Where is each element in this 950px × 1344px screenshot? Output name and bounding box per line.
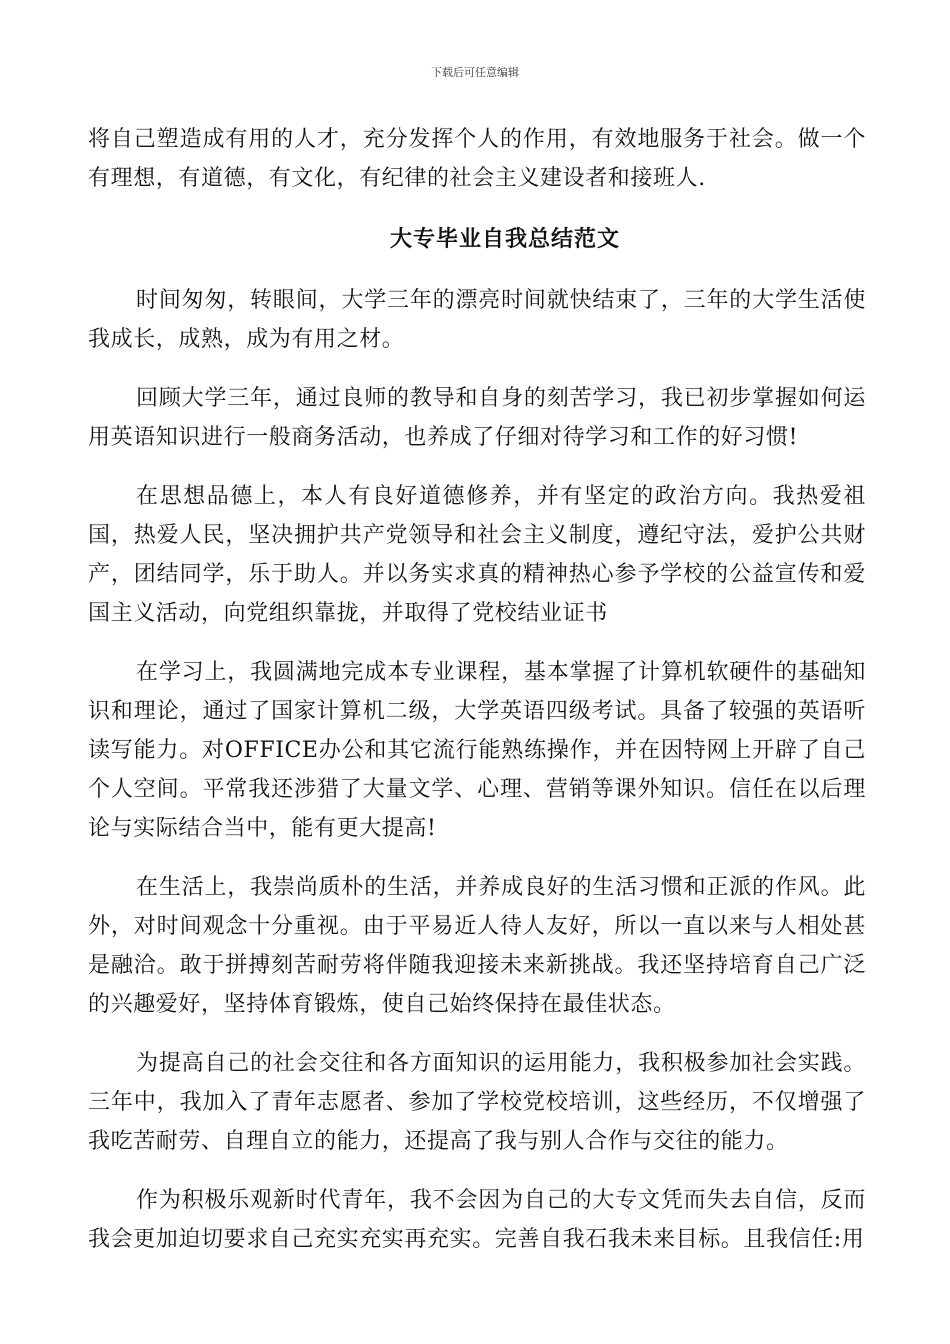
document-title: 大专毕业自我总结范文: [389, 226, 620, 252]
document-body: [88, 120, 866, 1259]
body-paragraph-6: 为提高自己的社会交往和各方面知识的运用能力，我积极参加社会实践。三年中，我加入了青年志愿者、参加了学校党校培训，这些经历，不仅增强了我吃苦耐劳、自理自立的能力，还提高了我与别人合作与交往的能力。: [88, 1051, 866, 1154]
body-paragraph-5: 在生活上，我崇尚质朴的生活，并养成良好的生活习惯和正派的作风。此外，对时间观念十分重视。由于平易近人待人友好，所以一直以来与人相处甚是融洽。敢于拼搏刻苦耐劳将伴随我迎接未来新挑战。我还坚持培育自己广泛的兴趣爱好，坚持体育锻炼，使自己始终保持在最佳状态。: [88, 875, 866, 1017]
page-header: 下载后可任意编辑: [431, 66, 519, 79]
intro-continuation-paragraph: 将自己塑造成有用的人才，充分发挥个人的作用，有效地服务于社会。做一个有理想，有道德，有文化，有纪律的社会主义建设者和接班人.: [88, 127, 866, 191]
body-paragraph-2: 回顾大学三年，通过良师的教导和自身的刻苦学习，我已初步掌握如何运用英语知识进行一般商务活动，也养成了仔细对待学习和工作的好习惯!: [88, 386, 866, 450]
body-paragraph-3: 在思想品德上，本人有良好道德修养，并有坚定的政治方向。我热爱祖国，热爱人民，坚决拥护共产党领导和社会主义制度，遵纪守法，爱护公共财产，团结同学，乐于助人。并以务实求真的精神热心参予学校的公益宣传和爱国主义活动，向党组织靠拢，并取得了党校结业证书: [88, 484, 866, 626]
body-paragraph-7: 作为积极乐观新时代青年，我不会因为自己的大专文凭而失去自信，反而我会更加迫切要求自己充实充实再充实。完善自我石我未来目标。且我信任:用: [88, 1188, 866, 1252]
body-paragraph-4: 在学习上，我圆满地完成本专业课程，基本掌握了计算机软硬件的基础知识和理论，通过了国家计算机二级，大学英语四级考试。具备了较强的英语听读写能力。对OFFICE办公和其它流行能熟练操作，并在因特网上开辟了自己个人空间。平常我还涉猎了大量文学、心理、营销等课外知识。信任在以后理论与实际结合当中，能有更大提高!: [88, 660, 866, 841]
body-paragraph-1: 时间匆匆，转眼间，大学三年的漂亮时间就快结束了，三年的大学生活使我成长，成熟，成为有用之材。: [88, 288, 866, 352]
